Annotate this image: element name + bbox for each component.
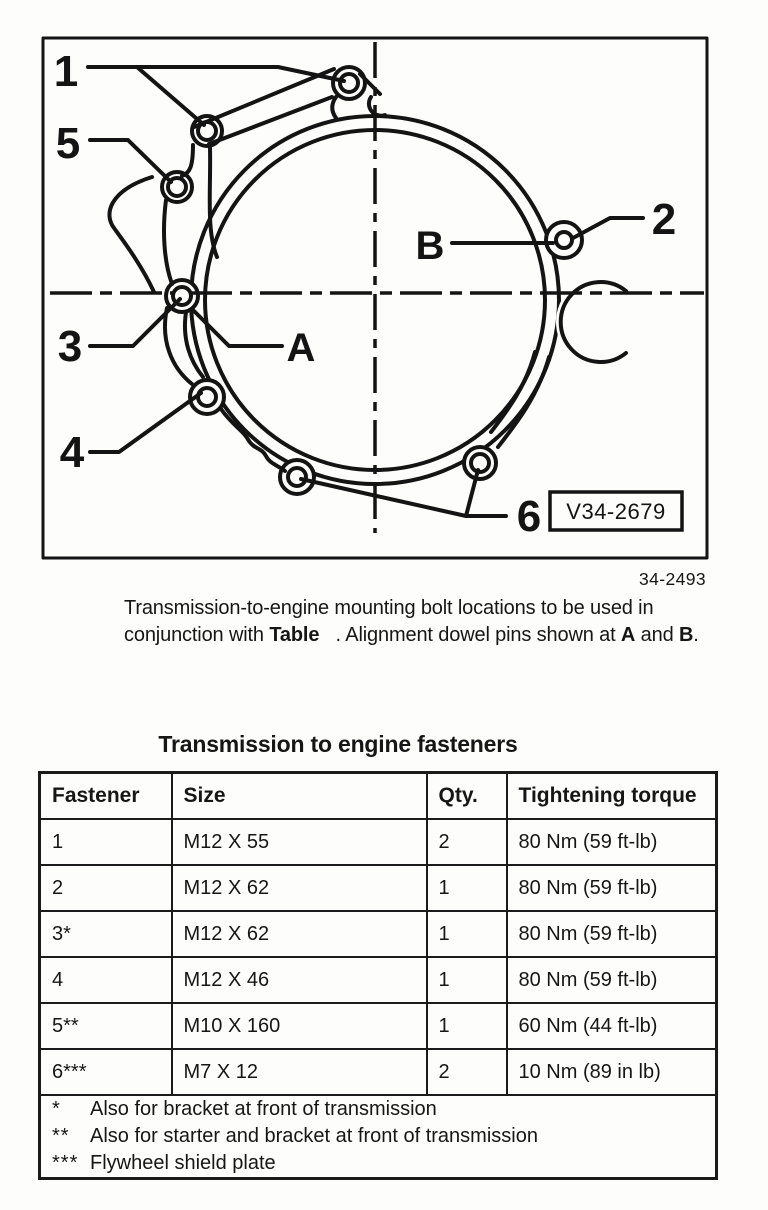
footnote-marker: ** <box>52 1125 70 1147</box>
cell-torque: 80 Nm (59 ft-lb) <box>507 865 717 911</box>
footnote-cell <box>40 1095 717 1179</box>
callout-line-4 <box>90 393 201 452</box>
starter-notch-mask <box>556 276 648 368</box>
cell-qty: 1 <box>427 911 507 957</box>
cell-fastener: 3* <box>40 911 172 957</box>
dowel-label-a: A <box>286 326 316 370</box>
caption-text: . <box>693 623 699 646</box>
cell-fastener: 2 <box>40 865 172 911</box>
bolt-hole-6b <box>471 454 489 472</box>
cell-qty: 2 <box>427 1049 507 1095</box>
cell-qty: 1 <box>427 957 507 1003</box>
cell-size: M10 X 160 <box>172 1003 427 1049</box>
footnote-marker: *** <box>52 1152 79 1174</box>
callout-label-5: 5 <box>55 119 81 168</box>
table-row <box>40 957 717 1003</box>
cell-qty: 1 <box>427 1003 507 1049</box>
cell-fastener: 6*** <box>40 1049 172 1095</box>
bolt-hole-6a <box>288 468 306 486</box>
footnote-text: Flywheel shield plate <box>90 1152 276 1174</box>
column-header-torque: Tightening torque <box>507 773 717 820</box>
caption-bold-a: A <box>620 623 636 646</box>
callout-line-2 <box>573 218 643 238</box>
cell-fastener: 4 <box>40 957 172 1003</box>
figure-caption <box>124 595 720 648</box>
footnote-2 <box>52 1123 715 1150</box>
cell-size: M12 X 46 <box>172 957 427 1003</box>
table-row <box>40 819 717 865</box>
cell-fastener: 5** <box>40 1003 172 1049</box>
cell-torque: 80 Nm (59 ft-lb) <box>507 819 717 865</box>
figure-number: 34-2493 <box>638 569 706 589</box>
callout-label-6: 6 <box>516 492 542 541</box>
callout-label-1: 1 <box>53 47 79 96</box>
callout-label-3: 3 <box>57 322 83 371</box>
cell-size: M12 X 55 <box>172 819 427 865</box>
table-row <box>40 911 717 957</box>
table-title: Transmission to engine fasteners <box>158 731 518 757</box>
footnote-text: Also for starter and bracket at front of transmission <box>90 1125 538 1147</box>
cell-torque: 60 Nm (44 ft-lb) <box>507 1003 717 1049</box>
bolt-hole-1a <box>340 74 358 92</box>
footnote-row <box>40 1095 717 1179</box>
caption-text: Transmission-to-engine mounting bolt locations to be used in conjunction with <box>124 597 654 646</box>
cell-torque: 80 Nm (59 ft-lb) <box>507 911 717 957</box>
callout-label-2: 2 <box>651 195 677 244</box>
table-header-row <box>40 773 717 820</box>
footnote-marker: * <box>52 1098 61 1120</box>
footnote-3 <box>52 1150 715 1177</box>
cell-torque: 80 Nm (59 ft-lb) <box>507 957 717 1003</box>
table-row <box>40 1049 717 1095</box>
footnote-text: Also for bracket at front of transmission <box>90 1098 437 1120</box>
part-number-text: V34-2679 <box>566 499 666 524</box>
caption-bold-table: Table <box>269 623 320 646</box>
bolt-location-figure <box>0 0 768 600</box>
footnote-1 <box>52 1096 715 1123</box>
callout-label-4: 4 <box>59 428 85 477</box>
column-header-size: Size <box>172 773 427 820</box>
dowel-label-b: B <box>415 224 445 268</box>
column-header-qty: Qty. <box>427 773 507 820</box>
cell-size: M7 X 12 <box>172 1049 427 1095</box>
callout-line-5 <box>90 140 171 182</box>
bolt-hole-2 <box>556 232 572 248</box>
caption-bold-b: B <box>678 623 694 646</box>
fastener-table <box>38 771 718 1180</box>
caption-text: and <box>635 623 679 646</box>
cell-size: M12 X 62 <box>172 865 427 911</box>
cell-qty: 2 <box>427 819 507 865</box>
right-leg-outer <box>498 357 549 447</box>
table-row <box>40 1003 717 1049</box>
table-row <box>40 865 717 911</box>
caption-text: . Alignment dowel pins shown at <box>319 623 621 646</box>
column-header-fastener: Fastener <box>40 773 172 820</box>
bolt-hole-4 <box>198 388 216 406</box>
cell-size: M12 X 62 <box>172 911 427 957</box>
cell-fastener: 1 <box>40 819 172 865</box>
cell-qty: 1 <box>427 865 507 911</box>
cell-torque: 10 Nm (89 in lb) <box>507 1049 717 1095</box>
